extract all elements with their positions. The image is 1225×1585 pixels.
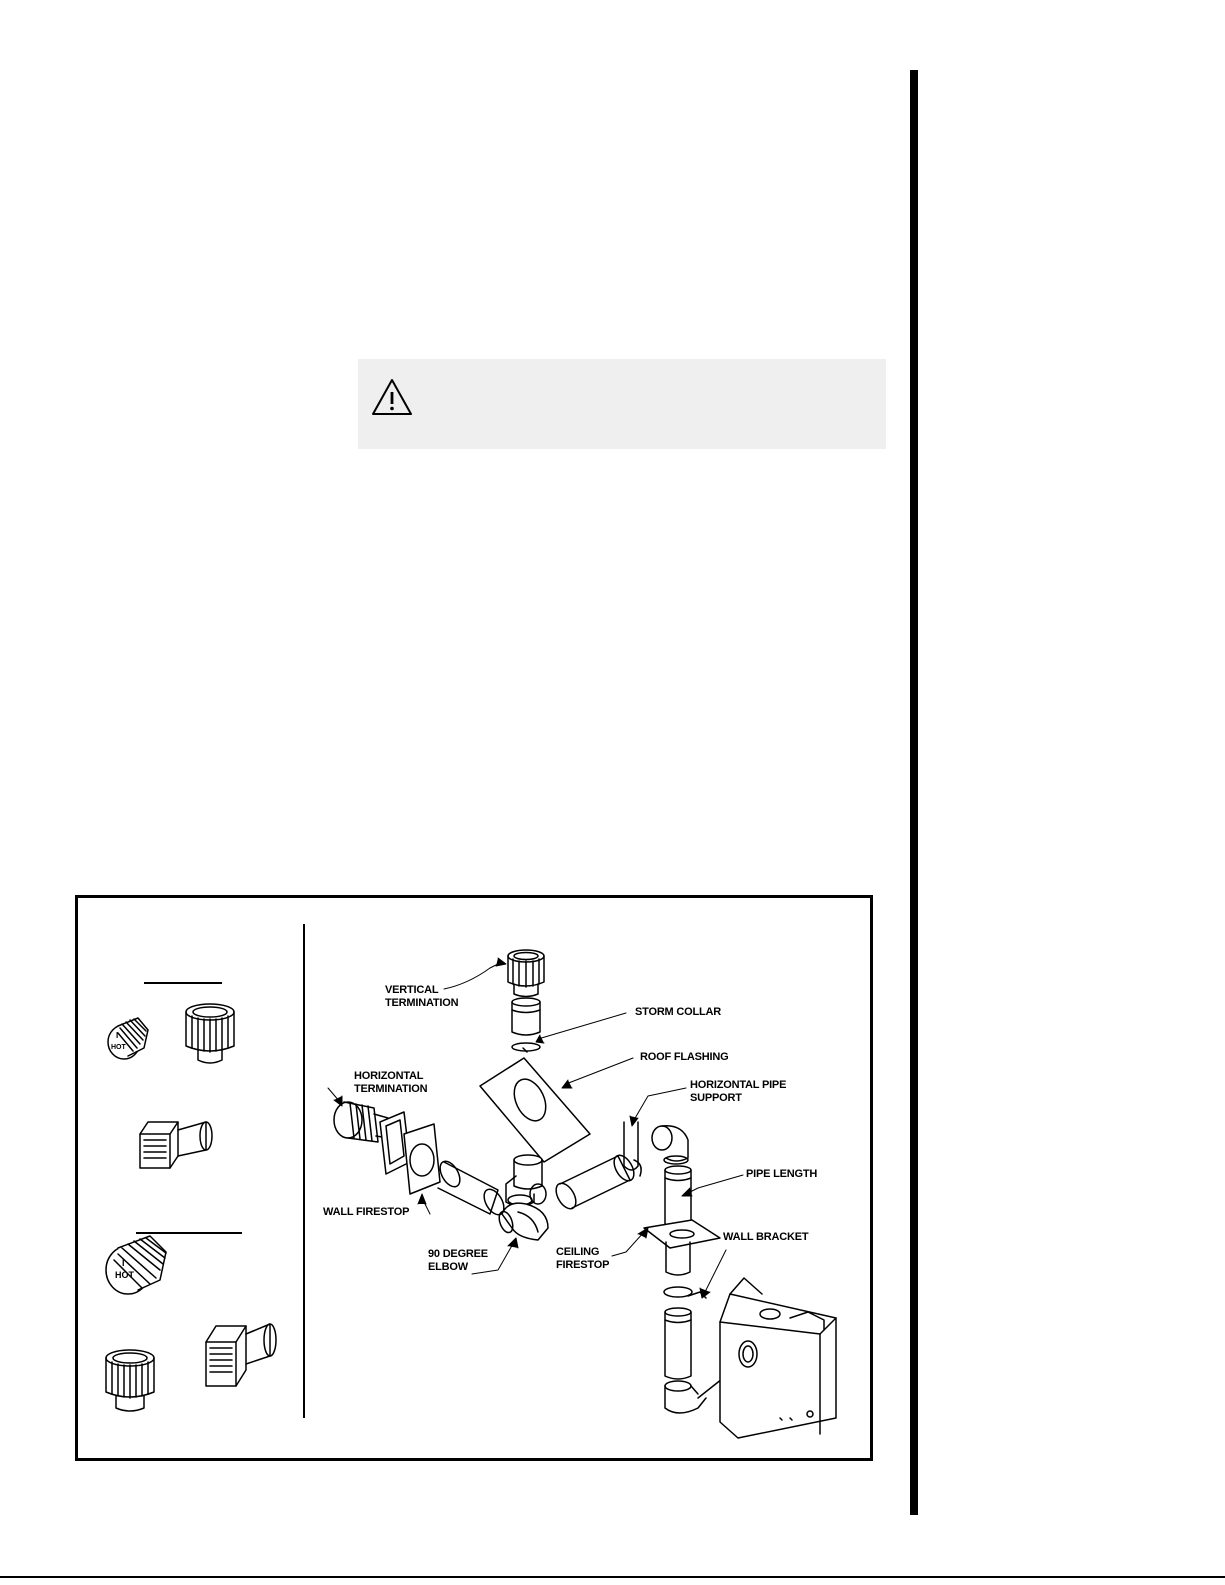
small-cap-label-1: I	[116, 1031, 119, 1040]
legend-vertical-cap-large	[106, 1350, 154, 1411]
callout-horizontal-pipe-support	[690, 1079, 786, 1105]
callout-line: 90 DEGREE	[428, 1248, 488, 1260]
callout-vertical-termination	[385, 984, 458, 1010]
vertical-short-pipe	[512, 998, 540, 1035]
small-cap-label-2: HOT	[111, 1044, 126, 1051]
warning-triangle-icon	[371, 377, 413, 417]
large-cap-label-2: HOT	[115, 1270, 134, 1280]
callout-wall-bracket: WALL BRACKET	[723, 1231, 809, 1243]
large-cap-label-1: I	[122, 1258, 125, 1268]
callout-line: HORIZONTAL PIPE	[690, 1079, 787, 1091]
callout-line: FIRESTOP	[556, 1259, 610, 1271]
legend-hood-termination-large	[206, 1324, 276, 1386]
legend-cap-small	[108, 1018, 148, 1059]
page-bottom-rule	[0, 1576, 1225, 1578]
venting-components-figure	[75, 895, 873, 1461]
callout-line: ELBOW	[428, 1261, 468, 1273]
callout-line: VERTICAL	[385, 984, 439, 996]
callout-line: HORIZONTAL	[354, 1070, 424, 1082]
vertical-pipe-bottom	[665, 1308, 691, 1379]
callout-line: TERMINATION	[385, 997, 459, 1009]
tee-fitting	[506, 1155, 546, 1206]
elbow-90	[497, 1203, 548, 1240]
ceiling-firestop	[644, 1220, 720, 1248]
legend-vertical-cap	[186, 1004, 234, 1063]
horizontal-pipe-left	[436, 1158, 508, 1218]
horizontal-pipe-right	[552, 1152, 638, 1212]
callout-line: SUPPORT	[690, 1092, 742, 1104]
roof-flashing	[480, 1058, 590, 1162]
callout-90-degree-elbow	[428, 1248, 488, 1274]
callout-line: CEILING	[556, 1246, 600, 1258]
page-side-bar	[910, 70, 918, 1515]
warning-box	[358, 359, 886, 449]
legend-cap-large	[106, 1236, 166, 1294]
storm-collar	[512, 1043, 540, 1052]
appliance-unit	[720, 1278, 836, 1438]
legend-hood-termination	[140, 1122, 212, 1168]
callout-pipe-length: PIPE LENGTH	[746, 1168, 818, 1180]
callout-storm-collar: STORM COLLAR	[635, 1006, 722, 1018]
callout-line: TERMINATION	[354, 1083, 428, 1095]
vertical-termination-cap	[508, 950, 544, 997]
callout-ceiling-firestop	[556, 1246, 609, 1272]
callout-wall-firestop: WALL FIRESTOP	[323, 1206, 410, 1218]
wall-firestop	[380, 1112, 440, 1194]
callout-roof-flashing: ROOF FLASHING	[640, 1051, 729, 1063]
callout-horizontal-termination	[354, 1070, 427, 1096]
upper-elbow	[652, 1126, 688, 1164]
